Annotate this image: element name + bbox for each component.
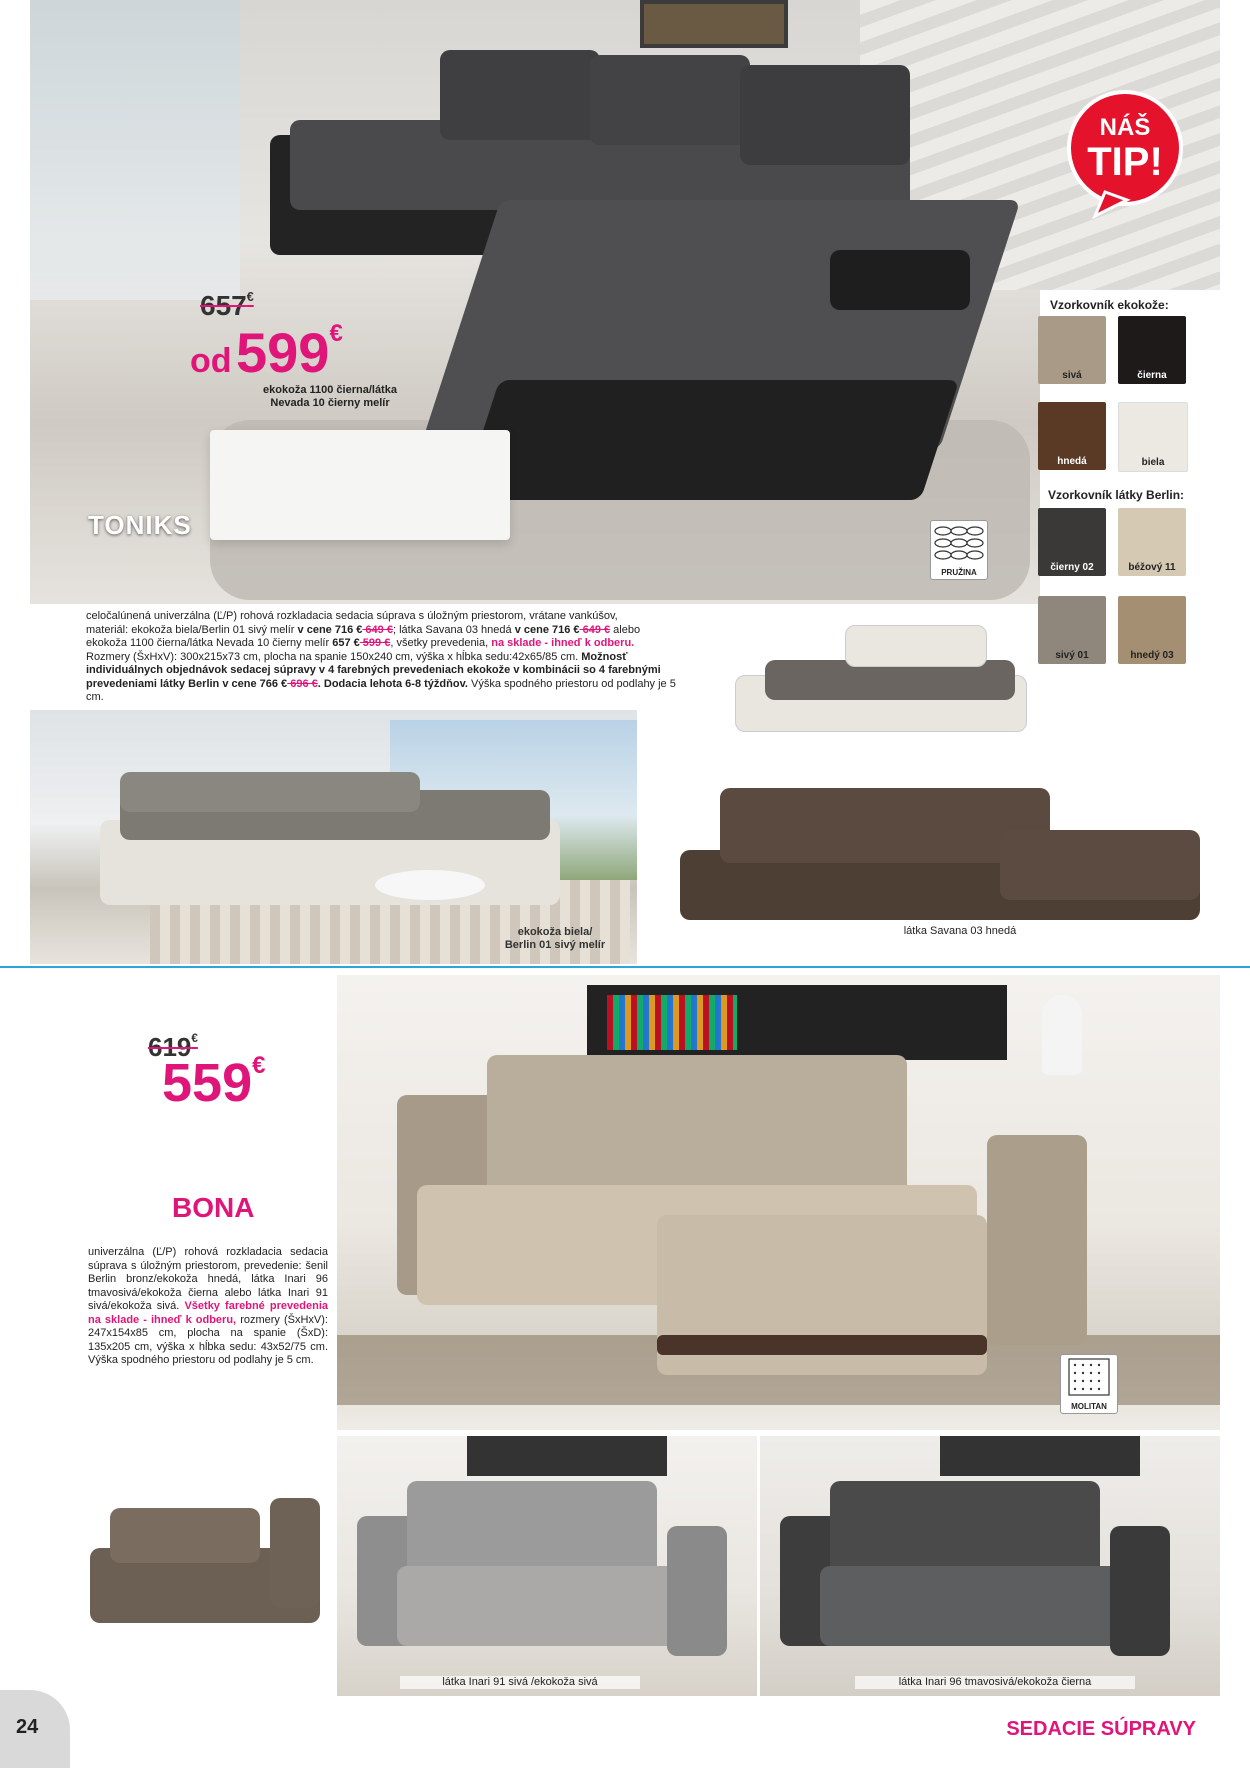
brown-sofa-chaise — [1000, 830, 1200, 900]
spring-label: PRUŽINA — [941, 568, 977, 577]
toniks-desc-line4 — [86, 651, 686, 665]
swatch-label: čierny 02 — [1050, 562, 1094, 573]
our-tip-badge — [1065, 88, 1185, 208]
toniks-white-caption: ekokoža biela/ Berlin 01 sivý melír — [504, 926, 606, 951]
bona-sofabed-back — [110, 1508, 260, 1563]
bona-old-price-currency: € — [191, 1032, 198, 1045]
swatch-label: sivý 01 — [1055, 650, 1089, 661]
grey-sofa-arm-right — [667, 1526, 727, 1656]
desc-text: 657 € — [332, 637, 360, 649]
window — [30, 0, 240, 300]
product-name-toniks: TONIKS — [88, 510, 192, 540]
swatch-eco-2[interactable] — [1038, 402, 1106, 470]
desc-text: 696 € — [287, 677, 318, 690]
swatch-eco-0[interactable] — [1038, 316, 1106, 384]
toniks-price-caption-line2: Nevada 10 čierny melír — [270, 397, 390, 409]
coffee-table — [210, 430, 510, 540]
dark-sofa-arm-right — [1110, 1526, 1170, 1656]
swatch-fabric-2[interactable] — [1038, 596, 1106, 664]
swatch-eco-1[interactable] — [1118, 316, 1186, 384]
bona-description — [88, 1246, 328, 1368]
desc-text: 649 € — [362, 623, 393, 636]
desc-text: na sklade - ihneď k odberu. — [491, 637, 635, 649]
bona-back — [487, 1055, 907, 1195]
bona-dark-photo — [760, 1436, 1220, 1696]
desc-text: v cene 716 € — [514, 623, 580, 636]
desc-text: alebo — [610, 623, 641, 636]
toniks-price-currency: € — [329, 320, 343, 347]
swatch-label: čierna — [1137, 370, 1167, 381]
desc-text: , všetky prevedenia, — [390, 637, 492, 649]
bona-new-price — [162, 1052, 265, 1114]
section-divider — [0, 966, 1250, 968]
toniks-arm — [830, 250, 970, 310]
toniks-back-cushion — [590, 55, 750, 145]
toniks-price-value: 599 — [236, 321, 330, 384]
toniks-old-price — [200, 290, 254, 322]
bona-dark-caption: látka Inari 96 tmavosivá/ekokoža čierna — [855, 1676, 1135, 1689]
toniks-desc-line3 — [86, 637, 686, 651]
bona-grey-photo — [337, 1436, 757, 1696]
desc-text: prevedeniami látky Berlin v cene 766 € — [86, 677, 288, 690]
toniks-new-price — [190, 320, 343, 385]
bona-grey-caption: látka Inari 91 sivá /ekokoža sivá — [400, 1676, 640, 1689]
desc-text: ; látka Savana 03 hnedá — [392, 623, 515, 636]
bona-bronze-caption: šenil Berlin bronz/ekokoža hnedá — [782, 1004, 958, 1016]
bona-price-currency: € — [252, 1052, 266, 1079]
white-sofa-back — [120, 772, 420, 812]
swatch-fabric-1[interactable] — [1118, 508, 1186, 576]
desc-text: Výška spodného priestoru od podlahy je 5 cm. — [86, 677, 676, 703]
bona-sofabed-photo — [80, 1498, 330, 1648]
toniks-description — [86, 610, 686, 705]
desc-text: ekokoža 1100 čierna/látka Nevada 10 čierny melír — [86, 637, 333, 649]
badge-line1: NÁŠ — [1099, 114, 1151, 141]
swatch-label: béžový 11 — [1128, 562, 1176, 573]
bona-arm-right — [987, 1135, 1087, 1345]
bona-sofabed-arm — [270, 1498, 320, 1608]
desc-text: materiál: ekokoža biela/Berlin 01 sivý melír — [86, 623, 298, 636]
swatch-fabric-0[interactable] — [1038, 508, 1106, 576]
bona-price-value: 559 — [162, 1053, 253, 1113]
desc-text: Rozmery (ŠxHxV): 300x215x73 cm, plocha na spanie 150x240 cm, výška x hĺbka sedu:42x65/85 cm. — [86, 650, 582, 663]
bookshelf — [467, 1436, 667, 1476]
foam-icon — [1060, 1354, 1118, 1414]
books — [607, 995, 737, 1050]
desc-text: rozmery (ŠxHxV): 247x154x85 cm, plocha na spanie (ŠxD): 135x205 cm, výška x hĺbka sedu: 43x52/75 cm. Výška spodného priestoru od podlahy je 5 cm. — [88, 1313, 328, 1366]
toniks-desc-line2 — [86, 624, 686, 638]
foam-label: MOLITAN — [1071, 1402, 1107, 1411]
swatch-label: hnedá — [1057, 456, 1087, 467]
toniks-back-cushion — [440, 50, 600, 140]
toniks-price-caption — [235, 384, 425, 410]
swatch-eco-title: Vzorkovník ekokože: — [1050, 298, 1169, 312]
toniks-back-cushion — [740, 65, 910, 165]
wall-picture — [640, 0, 788, 48]
desc-text: 649 € — [579, 623, 611, 636]
toniks-desc-line6 — [86, 678, 686, 705]
desc-text: . Dodacia lehota 6-8 týždňov. — [317, 677, 468, 690]
section-title: SEDACIE SÚPRAVY — [1006, 1718, 1196, 1740]
swatch-label: sivá — [1062, 370, 1082, 381]
sofabed-back — [845, 625, 987, 667]
toniks-brown-caption: látka Savana 03 hnedá — [903, 925, 1017, 937]
toniks-price-caption-line1: ekokoža 1100 čierna/látka — [263, 384, 397, 396]
statue — [1042, 995, 1082, 1075]
toniks-price-prefix: od — [190, 342, 232, 380]
swatch-label: hnedý 03 — [1130, 650, 1174, 661]
toniks-old-price-value: 657 — [200, 290, 247, 321]
desc-text: Možnosť — [581, 650, 628, 663]
bookshelf — [940, 1436, 1140, 1476]
toniks-desc-line1: celočalúnená univerzálna (Ľ/P) rohová rozkladacia sedacia súprava s úložným priestorom, vrátane vankúšov, — [86, 610, 618, 622]
badge-line2: TIP! — [1087, 140, 1163, 184]
swatch-fabric-3[interactable] — [1118, 596, 1186, 664]
side-table — [375, 870, 485, 900]
page-number: 24 — [16, 1716, 39, 1738]
desc-text: Všetky farebné prevedenia na sklade - ihneď k odberu, — [88, 1300, 328, 1326]
desc-text: 599 € — [359, 637, 391, 649]
toniks-brown-photo — [670, 780, 1210, 940]
toniks-old-price-currency: € — [246, 290, 254, 304]
spring-coil-graphic — [931, 521, 987, 565]
toniks-sofa-chaise-base — [461, 380, 960, 500]
swatch-label: biela — [1141, 457, 1165, 468]
foam-pattern-graphic — [1061, 1355, 1117, 1399]
bona-old-price-value: 619 — [148, 1032, 192, 1062]
toniks-desc-line5: individuálnych objednávok sedacej súpravy v 4 farebných prevedeniach ekokože v kombinácii so 4 farebnými — [86, 664, 661, 676]
dark-sofa-seat — [820, 1566, 1160, 1646]
swatch-fabric-title: Vzorkovník látky Berlin: — [1048, 488, 1185, 502]
desc-text: v cene 716 € — [297, 623, 363, 636]
product-name-bona: BONA — [172, 1192, 255, 1223]
bona-brown-trim — [657, 1335, 987, 1355]
spring-icon — [930, 520, 988, 580]
swatch-eco-3[interactable] — [1118, 402, 1188, 472]
toniks-sofabed-photo — [725, 620, 1035, 750]
desc-text: univerzálna (Ľ/P) rohová rozkladacia sedacia súprava s úložným priestorom, prevedenie: šenil Berlin bronz/ekokoža hnedá, látka Inari 96 tmavosivá/ekokoža čierna alebo látka Inari 91 sivá/ekokoža sivá. — [88, 1246, 328, 1312]
